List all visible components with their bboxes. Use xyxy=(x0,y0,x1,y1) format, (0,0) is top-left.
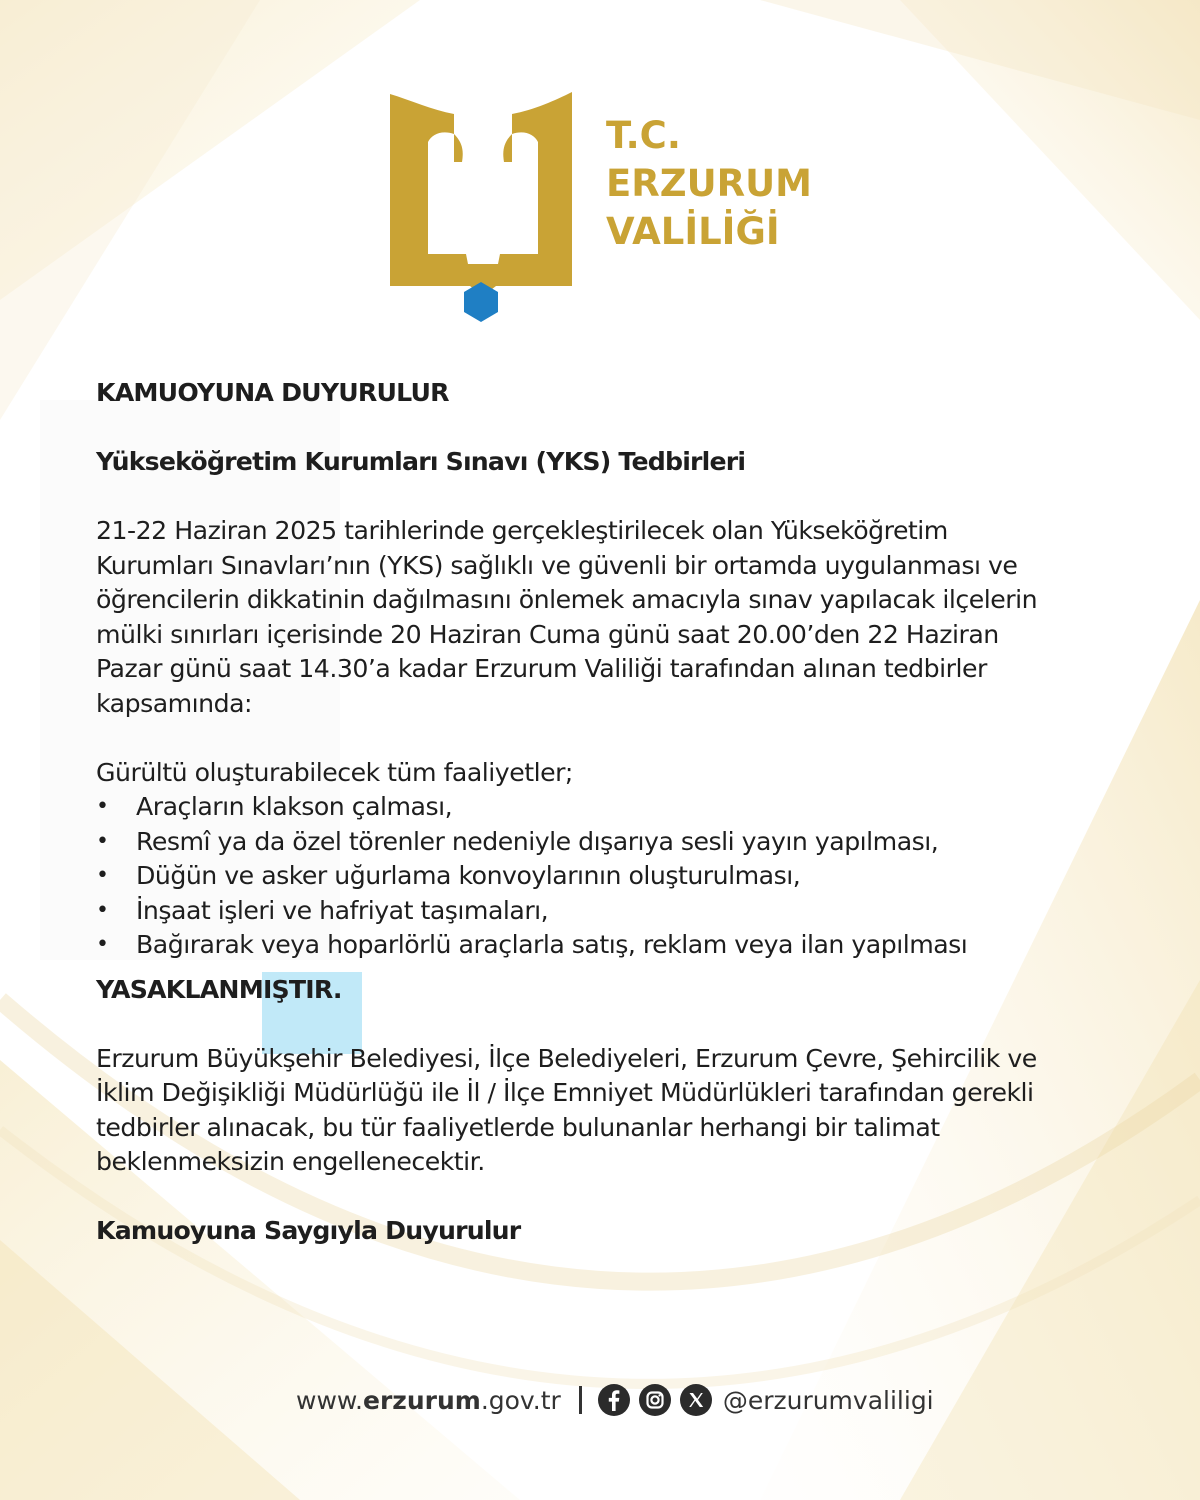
enforcement-paragraph xyxy=(96,1042,1116,1180)
announcement-subheading: Yükseköğretim Kurumları Sınavı (YKS) Tedbirleri xyxy=(96,447,746,476)
intro-paragraph xyxy=(96,514,1116,721)
list-intro: Gürültü oluşturabilecek tüm faaliyetler; xyxy=(96,757,573,787)
enforcement-line: beklenmeksizin engellenecektir. xyxy=(96,1147,485,1176)
intro-line: öğrencilerin dikkatinin dağılmasını önlemek amacıyla sınav yapılacak ilçelerin xyxy=(96,585,1038,614)
facebook-icon[interactable] xyxy=(598,1384,630,1416)
logo-line-erzurum: ERZURUM xyxy=(606,162,812,205)
x-icon[interactable] xyxy=(680,1384,712,1416)
prohibited-statement: YASAKLANMIŞTIR. xyxy=(96,974,342,1004)
list-item: • Resmî ya da özel törenler nedeniyle dışarıya sesli yayın yapılması, xyxy=(96,825,1116,860)
header xyxy=(388,90,828,330)
enforcement-line: Erzurum Büyükşehir Belediyesi, İlçe Belediyeleri, Erzurum Çevre, Şehircilik ve xyxy=(96,1043,1037,1073)
intro-line: mülki sınırları içerisinde 20 Haziran Cuma günü saat 20.00’den 22 Haziran xyxy=(96,619,999,649)
intro-line: 21-22 Haziran 2025 tarihlerinde gerçekleştirilecek olan Yükseköğretim xyxy=(96,516,948,545)
intro-line: kapsamında: xyxy=(96,688,253,718)
enforcement-line: tedbirler alınacak, bu tür faaliyetlerde bulunanlar herhangi bir talimat xyxy=(96,1112,940,1142)
list-item: • Araçların klakson çalması, xyxy=(96,790,1116,825)
list-item: • Düğün ve asker uğurlama konvoylarının oluşturulması, xyxy=(96,859,1116,894)
list-item: • İnşaat işleri ve hafriyat taşımaları, xyxy=(96,894,1116,929)
enforcement-line: İklim Değişikliği Müdürlüğü ile İl / İlçe Emniyet Müdürlükleri tarafından gerekli xyxy=(96,1078,1034,1107)
footer-divider xyxy=(579,1386,582,1414)
footer xyxy=(296,1376,934,1424)
prohibited-activities-list xyxy=(96,790,1116,963)
instagram-icon[interactable] xyxy=(639,1384,671,1416)
list-item: • Bağırarak veya hoparlörlü araçlarla satış, reklam veya ilan yapılması xyxy=(96,928,1116,963)
logo-wordmark xyxy=(606,112,812,256)
social-handle[interactable]: @erzurumvaliligi xyxy=(722,1385,934,1415)
logo-line-tc: T.C. xyxy=(606,114,681,157)
intro-line: Kurumları Sınavları’nın (YKS) sağlıklı ve güvenli bir ortamda uygulanması ve xyxy=(96,550,1018,580)
logo-line-valiligi: VALİLİĞİ xyxy=(606,210,780,253)
open-book-crest-icon xyxy=(388,90,578,322)
website-link[interactable]: www.erzurum.gov.tr xyxy=(296,1385,561,1415)
intro-line: Pazar günü saat 14.30’a kadar Erzurum Valiliği tarafından alınan tedbirler xyxy=(96,654,987,683)
announcement-body xyxy=(96,376,1116,1249)
closing-line: Kamuoyuna Saygıyla Duyurulur xyxy=(96,1216,521,1245)
announcement-heading: KAMUOYUNA DUYURULUR xyxy=(96,378,449,407)
